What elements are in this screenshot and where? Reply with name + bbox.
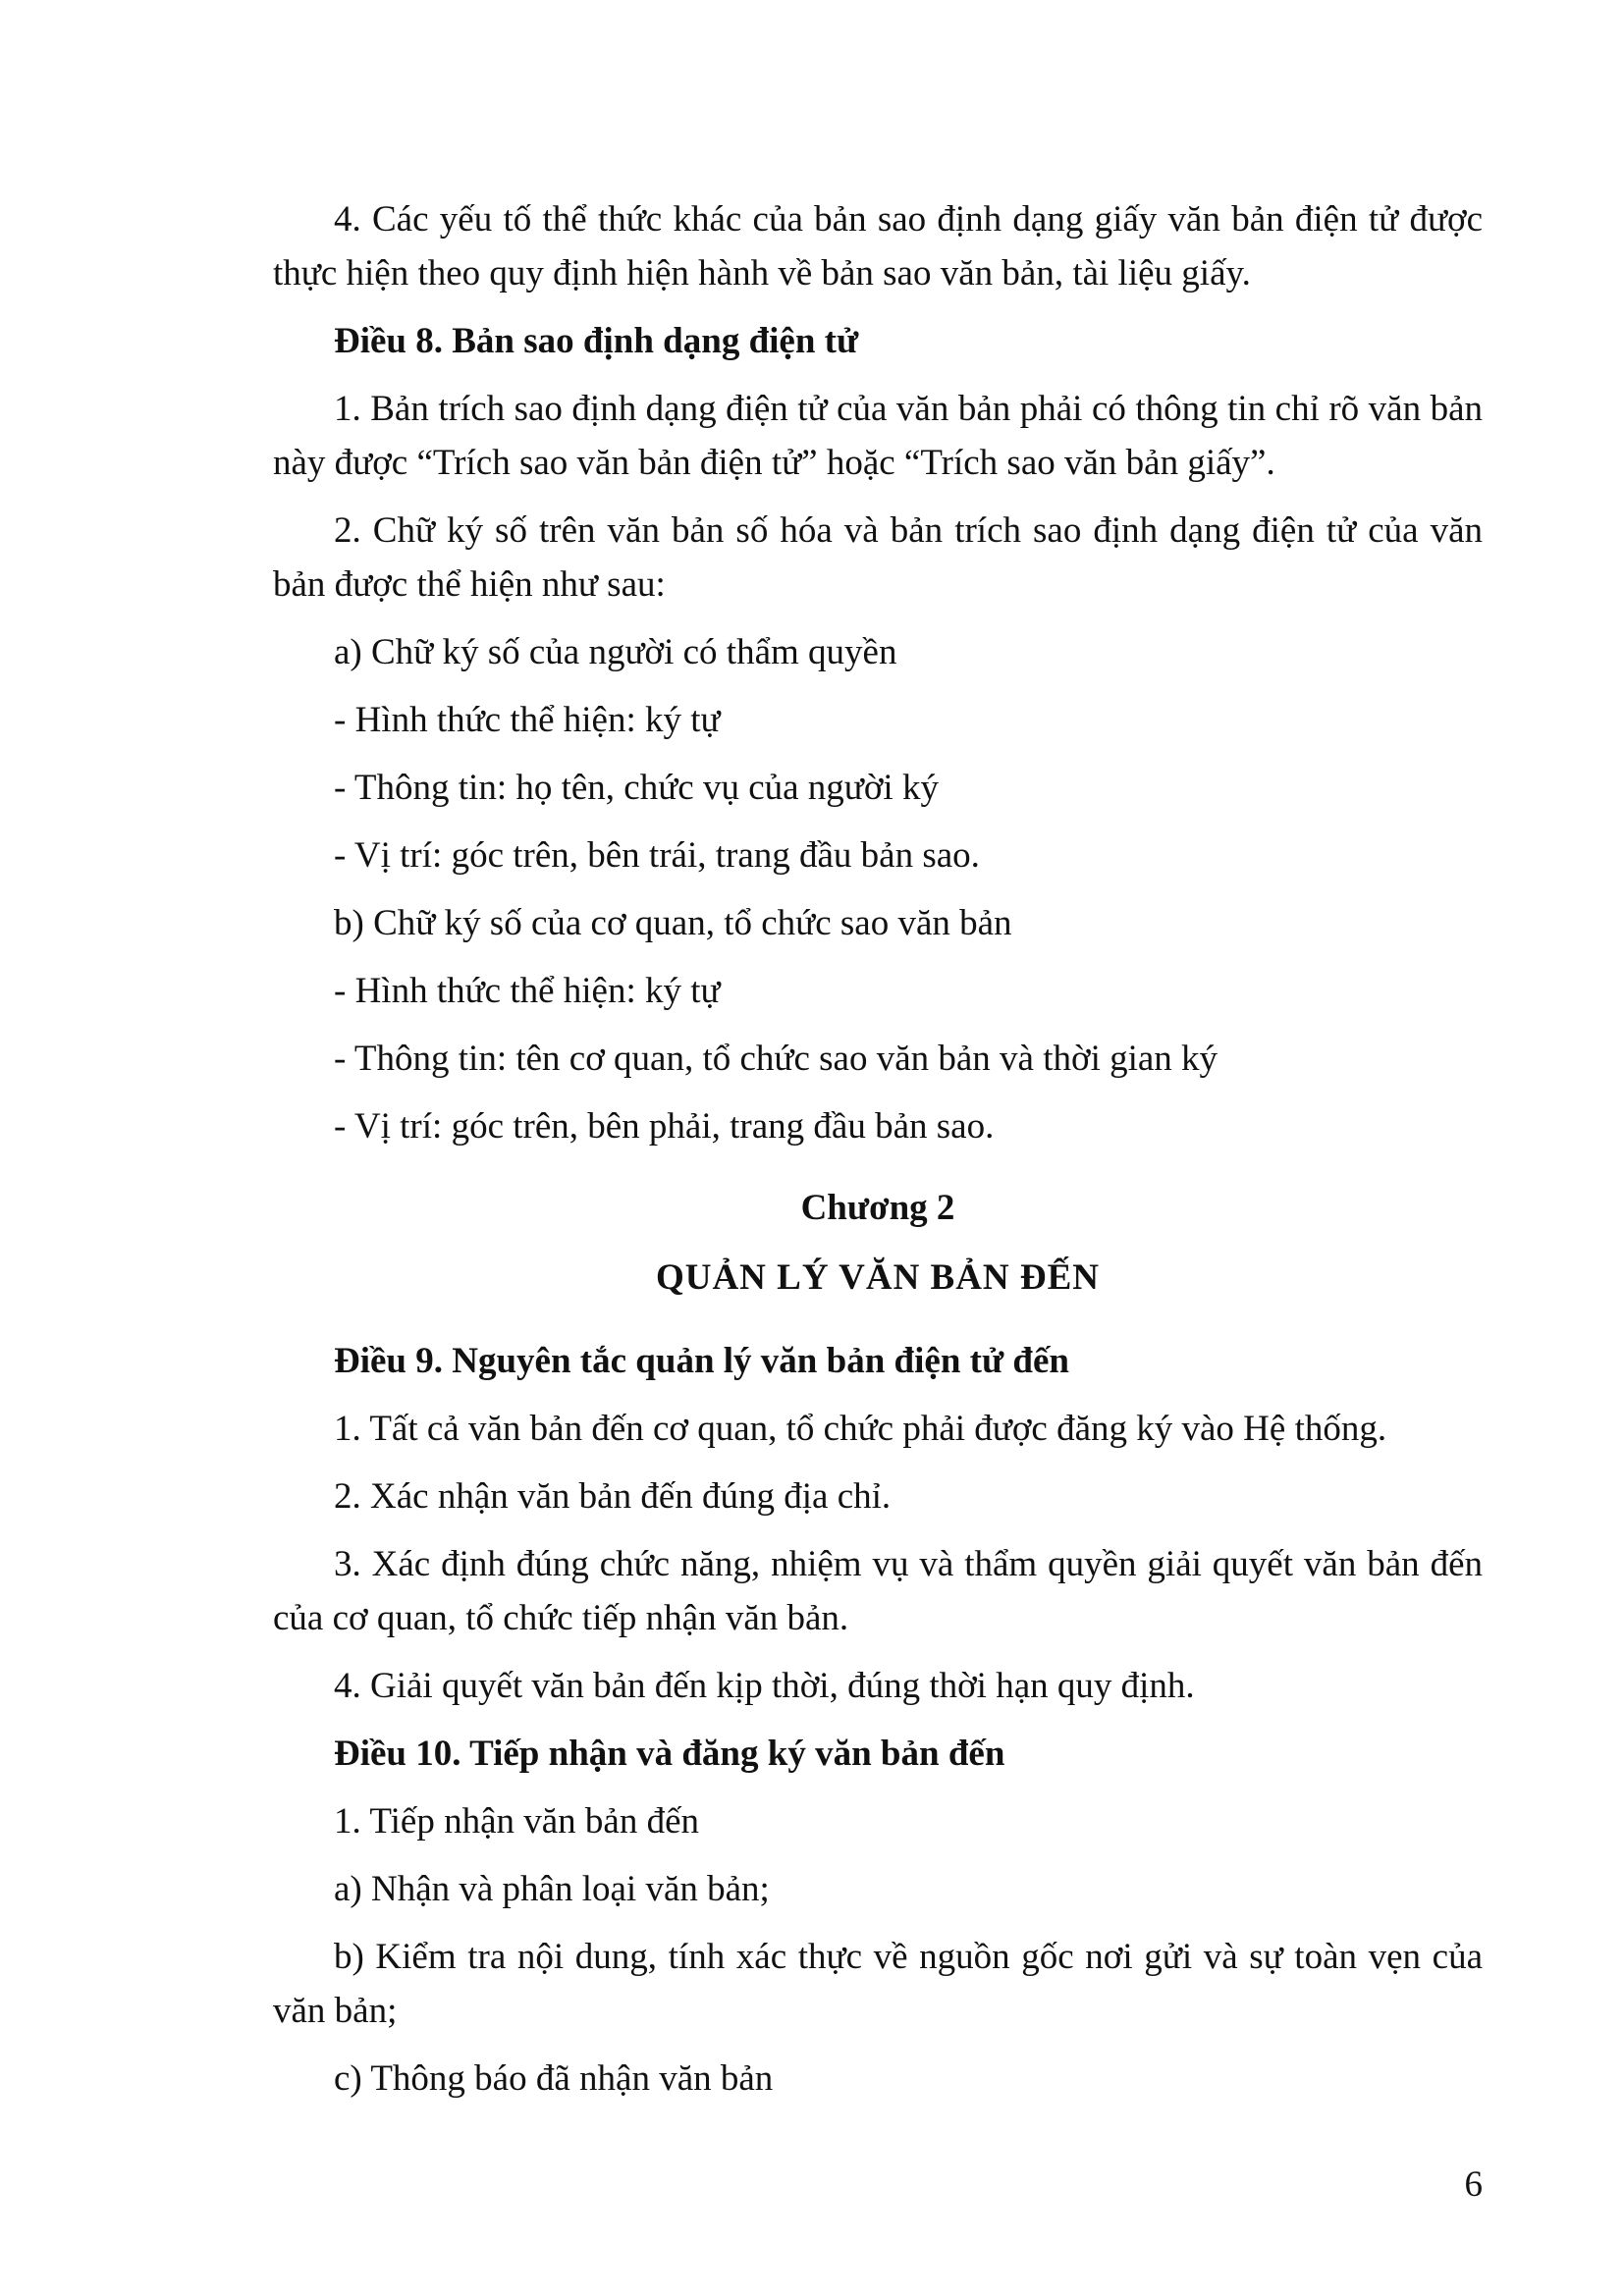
article-10-item-b: b) Kiểm tra nội dung, tính xác thực về nguồn gốc nơi gửi và sự toàn vẹn của văn bản; (273, 1937, 1483, 2031)
paragraph-item-4: 4. Các yếu tố thể thức khác của bản sao định dạng giấy văn bản điện tử được thực hiện theo quy định hiện hành về bản sao văn bản, tài liệu giấy. (273, 199, 1483, 294)
article-8-item-b-form: - Hình thức thể hiện: ký tự (334, 971, 721, 1011)
article-10-heading: Điều 10. Tiếp nhận và đăng ký văn bản đến (334, 1734, 1005, 1774)
article-9-item-4: 4. Giải quyết văn bản đến kịp thời, đúng thời hạn quy định. (334, 1666, 1195, 1706)
article-9-item-2: 2. Xác nhận văn bản đến đúng địa chỉ. (334, 1476, 892, 1517)
article-9-heading: Điều 9. Nguyên tắc quản lý văn bản điện tử đến (334, 1341, 1069, 1381)
article-8-item-b-info: - Thông tin: tên cơ quan, tổ chức sao văn bản và thời gian ký (334, 1039, 1218, 1079)
article-8-item-a-position: - Vị trí: góc trên, bên trái, trang đầu bản sao. (334, 835, 980, 876)
article-8-item-a-info: - Thông tin: họ tên, chức vụ của người ký (334, 768, 939, 808)
article-9-item-1: 1. Tất cả văn bản đến cơ quan, tổ chức phải được đăng ký vào Hệ thống. (334, 1409, 1387, 1449)
article-9-item-3: 3. Xác định đúng chức năng, nhiệm vụ và thẩm quyền giải quyết văn bản đến của cơ quan, tổ chức tiếp nhận văn bản. (273, 1544, 1483, 1638)
article-8-item-b: b) Chữ ký số của cơ quan, tổ chức sao văn bản (334, 903, 1012, 943)
chapter-title: QUẢN LÝ VĂN BẢN ĐẾN (655, 1257, 1101, 1298)
chapter-label: Chương 2 (800, 1188, 955, 1228)
article-10-item-c: c) Thông báo đã nhận văn bản (334, 2058, 774, 2099)
article-10-item-a: a) Nhận và phân loại văn bản; (334, 1869, 770, 1909)
article-8-paragraph-1: 1. Bản trích sao định dạng điện tử của văn bản phải có thông tin chỉ rõ văn bản này được “Trích sao văn bản điện tử” hoặc “Trích sao văn bản giấy”. (273, 389, 1483, 483)
article-8-item-b-position: - Vị trí: góc trên, bên phải, trang đầu bản sao. (334, 1106, 995, 1147)
article-8-heading: Điều 8. Bản sao định dạng điện tử (334, 321, 859, 361)
article-8-item-a-form: - Hình thức thể hiện: ký tự (334, 700, 721, 740)
article-8-item-a: a) Chữ ký số của người có thẩm quyền (334, 632, 897, 672)
article-10-item-1: 1. Tiếp nhận văn bản đến (334, 1801, 700, 1842)
page-number: 6 (1464, 2164, 1483, 2205)
article-8-paragraph-2: 2. Chữ ký số trên văn bản số hóa và bản trích sao định dạng điện tử của văn bản được thể hiện như sau: (273, 510, 1483, 605)
document-body (273, 192, 1483, 2119)
